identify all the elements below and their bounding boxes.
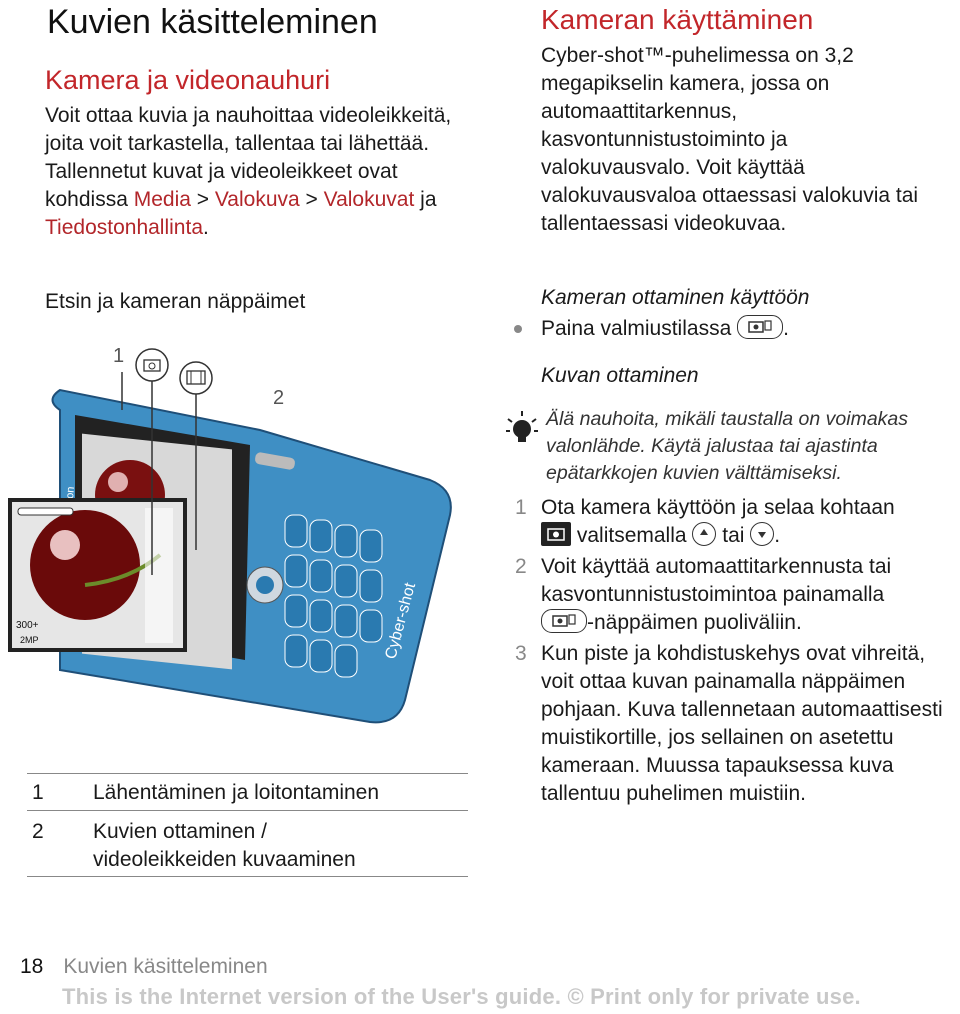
bullet-text: Paina valmiustilassa <box>541 317 732 340</box>
section-title-camera: Kamera ja videonauhuri <box>45 65 331 95</box>
internet-version-notice: This is the Internet version of the User's guide. © Print only for private use. <box>62 984 861 1009</box>
step-text: Ota kamera käyttöön ja selaa kohtaan <box>541 496 895 519</box>
intro-text: Voit ottaa kuvia ja nauhoittaa videoleikkeitä, joita voit tarkastella, tallentaa tai lähettää. Tallennetut kuvat ja videoleikkeet ovat kohdissa <box>45 104 452 211</box>
tip-note: Älä nauhoita, mikäli taustalla on voimakas valonlähde. Käytä jalustaa tai ajastinta epätarkkojen kuvien välttämiseksi. <box>546 408 909 484</box>
callout-number-1: 1 <box>113 345 125 367</box>
legend-text: Lähentäminen ja loitontaminen <box>93 781 380 804</box>
step-text: Kun piste ja kohdistuskehys ovat vihreitä, voit ottaa kuvan painamalla näppäimen pohjaan. Kuva tallennetaan automaattisesti muistikortille, jos sellainen on asetettu kameraan. Muussa tapauksessa kuva tallentuu puhelimen muistiin. <box>541 642 943 805</box>
step-item <box>515 494 960 550</box>
path-and: ja <box>414 188 437 211</box>
path-valokuva-link[interactable]: Valokuva <box>214 188 300 211</box>
path-media-link[interactable]: Media <box>133 188 191 211</box>
legend-text: Kuvien ottaminen / <box>93 820 267 843</box>
steps-list <box>515 494 960 808</box>
bullet-dot <box>514 325 522 333</box>
page-title: Kuvien käsitteleminen <box>47 3 378 41</box>
step-number: 1 <box>515 496 527 519</box>
camera-key-icon <box>541 609 587 633</box>
phone-illustration <box>0 330 470 760</box>
section-title-using-camera: Kameran käyttäminen <box>541 4 814 35</box>
path-separator: > <box>190 188 215 211</box>
intro-paragraph <box>45 102 475 242</box>
subheading-take-picture: Kuvan ottaminen <box>541 364 699 387</box>
bullet-item <box>541 315 789 343</box>
subtitle-viewfinder: Etsin ja kameran näppäimet <box>45 290 306 313</box>
nav-down-icon <box>750 522 774 546</box>
path-valokuvat-link[interactable]: Valokuvat <box>323 188 415 211</box>
legend-text-cont: videoleikkeiden kuvaaminen <box>93 848 356 871</box>
path-separator: > <box>299 188 324 211</box>
camera-intro-text: Cyber-shot™-puhelimessa on 3,2 megapikselin kamera, jossa on automaattitarkennus, kasvontunnistustoiminto ja valokuvausvalo. Voit käyttää valokuvausvaloa ottaessasi valokuvia tai tallentaessasi videokuvaa. <box>541 44 919 235</box>
step-text: Voit käyttää automaattitarkennusta tai kasvontunnistustoimintoa painamalla <box>541 555 892 606</box>
nav-up-icon <box>692 522 716 546</box>
legend-row <box>27 818 468 874</box>
camera-key-icon <box>737 315 783 339</box>
camera-menu-icon <box>541 522 571 546</box>
lightbulb-tip-icon <box>505 409 539 445</box>
callout-number-2: 2 <box>273 387 285 409</box>
legend-divider <box>27 773 468 774</box>
path-end: . <box>203 216 209 239</box>
legend-num: 1 <box>32 781 44 804</box>
step-text: -näppäimen puoliväliin. <box>587 611 802 634</box>
legend-divider <box>27 810 468 811</box>
path-tiedosto-link[interactable]: Tiedostonhallinta <box>45 216 203 239</box>
phone-brand-label: Cyber-shot <box>382 581 420 662</box>
step-text: valitsemalla <box>576 524 687 547</box>
step-item <box>515 553 960 637</box>
camera-mode-icon <box>136 349 168 381</box>
legend-row <box>27 781 468 805</box>
screen-mp-text: 2MP <box>20 635 39 645</box>
step-number: 3 <box>515 642 527 665</box>
subheading-activate-camera: Kameran ottaminen käyttöön <box>541 286 810 309</box>
legend-num: 2 <box>32 820 44 843</box>
step-item <box>515 640 960 808</box>
footer-section: Kuvien käsitteleminen <box>63 955 268 978</box>
step-text: tai <box>722 524 745 547</box>
legend-divider <box>27 876 468 877</box>
page-number: 18 <box>20 955 44 978</box>
bullet-end: . <box>783 317 789 340</box>
screen-zoom-text: 300+ <box>16 620 39 631</box>
video-mode-icon <box>180 362 212 394</box>
page-footer <box>20 955 268 979</box>
step-text: . <box>774 524 781 547</box>
step-number: 2 <box>515 555 527 578</box>
